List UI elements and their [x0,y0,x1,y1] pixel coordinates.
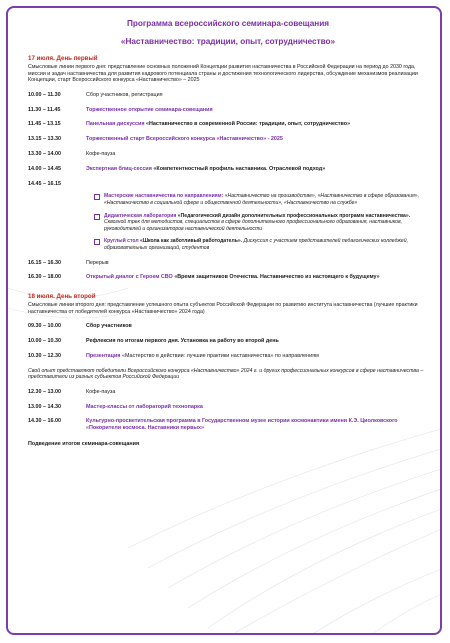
schedule-row [28,166,428,173]
subsession-lead: Мастерские наставничества по направлениям: [104,193,224,200]
schedule-row [28,151,428,158]
row-lead: Торжественный старт Всероссийского конкурса «Наставничество» - 2025 [86,136,283,143]
row-time: 16.30 – 18.00 [28,274,61,281]
row-text: Кофе-пауза [86,150,116,157]
row-text: «Время защитников Отечества. Наставничество из настоящего к будущему» [172,274,380,281]
row-lead: Торжественное открытие семинара-совещания [86,106,213,113]
closing-line: Подведение итогов семинара-совещания [28,441,140,448]
day1-description: Смысловые линии первого дня: представление основных положений Концепции развития наставничества в Российской Федерации на период до 2030 года, миссии и задач наставничества для развития кадрового потенциала страны и достижения технологического лидерства, обсуждение механизмов реализации Концепции, старт Всероссийского конкурса «Наставничество» – 2025 [28,64,418,84]
row-lead: Культурно-просветительская программа в Государственном музее истории космонавтики имени К.Э. Циолковского «Покорители космоса. Наставники первых» [86,418,398,432]
row-time: 13.30 – 14.00 [28,150,61,157]
schedule-row [28,107,428,114]
row-text: «Компетентностный профиль наставника. Отраслевой подход» [151,165,326,172]
checkbox-bullet-icon [94,214,100,220]
subsession-text: Дискуссия с участием представителей педагогических колледжей, образовательных организаций, студентов [104,238,408,251]
row-time: 10.00 – 11.30 [28,91,61,98]
schedule-row [28,121,428,128]
row-lead: Панельная дискуссия [86,121,145,128]
row-time: 14.00 – 14.45 [28,165,61,172]
subsession-title: «Школа как заботливый работодатель». [138,238,243,245]
schedule-row [28,338,428,345]
row-time: 13.15 – 13.30 [28,136,61,143]
program-title: Программа всероссийского семинара-совещания [126,19,330,28]
subsession-item [104,193,428,206]
row-lead: Презентация [86,352,121,359]
schedule-row [28,181,428,188]
schedule-row [28,389,428,396]
subsession-text: Сквозной трек для методистов, специалистов в сфере дополнительного профессионального образования, наставников, руководителей и организаторов наставнической деятельности [104,219,403,232]
schedule-row [28,404,428,411]
row-text: Сбор участников [86,323,132,330]
checkbox-bullet-icon [94,194,100,200]
row-text: Перерыв [86,259,109,266]
presenters-note: Свой опыт представляют победители Всероссийского конкурса «Наставничество» 2024 г. и других профессиональных конкурсов в сфере наставничества – представители из разных субъектов Российской Федерации [28,367,424,381]
row-time: 10.00 – 10.30 [28,338,61,345]
row-time: 10.30 – 12.30 [28,352,61,359]
schedule-row [28,353,428,360]
page-frame [6,6,442,635]
schedule-row [28,136,428,143]
row-time: 16.15 – 16.30 [28,259,61,266]
schedule-row [28,418,428,432]
day2-description: Смысловые линии второго дня: представление успешного опыта субъектов Российской Федерации по развитию института наставничества (лучшие практики наставничества от победителей конкурса «Наставничество» 2024 года) [28,302,418,315]
subsession-lead: Дидактическая лаборатория [104,212,177,219]
row-lead: Экспертная блиц-сессия [86,165,152,172]
subsession-title: «Педагогический дизайн дополнительных профессиональных программ наставничества». [176,212,411,219]
day2-header: 18 июля. День второй [28,293,96,301]
day1-header: 17 июля. День первый [28,55,98,62]
program-content [28,18,428,448]
row-time: 14.45 – 16.15 [28,180,61,187]
row-time: 12.30 – 13.00 [28,388,61,395]
row-lead: Мастер-классы от лабораторий технопарка [86,403,203,410]
schedule-row [28,92,428,99]
row-text: Сбор участников, регистрация [86,91,163,98]
row-text: «Наставничество в современной России: традиции, опыт, сотрудничество» [144,121,351,128]
subsession-text: «Наставничество на производстве», «Наставничество в сфере образования», «Наставничество в социальной сфере и общественной деятельности», «Наставничество на службе» [104,193,419,206]
row-time: 14.30 – 16.00 [28,418,61,425]
schedule-row [28,323,428,330]
row-time: 09.30 – 10.00 [28,323,61,330]
row-time: 13.00 – 14.30 [28,403,61,410]
row-time: 11.45 – 13.15 [28,121,61,128]
row-text: Кофе-пауза [86,388,116,395]
checkbox-bullet-icon [94,239,100,245]
subsession-item [104,238,428,251]
subsession-lead: Круглый стол [104,238,139,245]
row-lead: Открытый диалог с Героем СВО [86,274,173,281]
row-text: «Мастерство в действии: лучшие практики наставничества» по направлениям [120,352,319,359]
subsession-item [104,213,428,233]
program-subtitle: «Наставничество: традиции, опыт, сотрудничество» [120,37,336,46]
row-time: 11.30 – 11.45 [28,106,61,113]
row-text: Рефлексия по итогам первого дня. Установка на работу во второй день [86,338,279,345]
schedule-row [28,260,428,267]
schedule-row [28,274,428,281]
